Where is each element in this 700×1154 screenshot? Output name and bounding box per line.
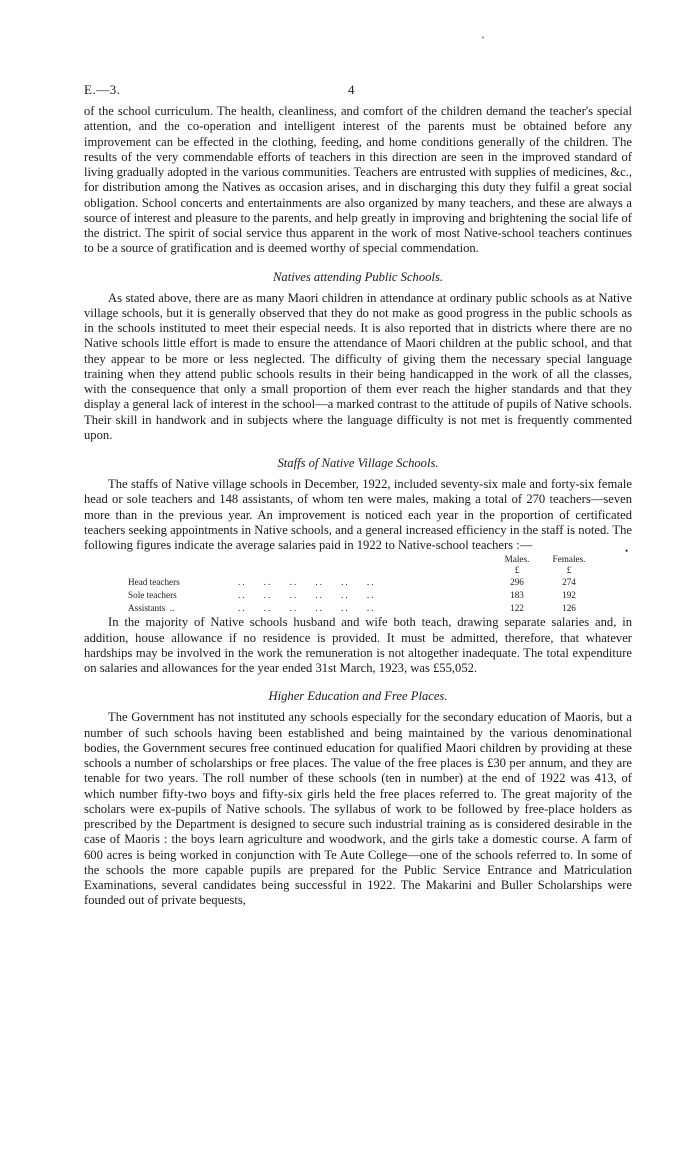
- salary-females-cell: 274: [562, 577, 576, 588]
- salary-males-cell: 296: [510, 577, 524, 588]
- row-label: Head teachers: [128, 577, 180, 588]
- body-paragraph: of the school curriculum. The health, cleanliness, and comfort of the children demand the teacher's special attention, and the co-operation and intelligent interest of the parents must be obtained before any improvement can be effected in the clothing, feeding, and home conditions generally of the children. The results of the very commendable efforts of teachers in this direction are seen in the improved standard of living gradually adopted in the various communities. Teachers are entrusted with supplies of medicines, &c., for distribution among the Natives as occasion arises, and in discharging this duty they fulfil a great social obligation. School concerts and entertainments are also organized by many teachers, and these are always a source of interest and pleasure to the parents, and help greatly in improving and brightening the social life of the district. The spirit of social service thus apparent in the work of most Native-school teachers continues to be a source of gratification and is deemed worthy of special commendation.: [84, 104, 632, 256]
- column-header-females: Females.: [552, 554, 586, 565]
- body-paragraph: In the majority of Native schools husband and wife both teach, drawing separate salaries and, in addition, house allowance if no residence is provided. It must be admitted, therefore, that whatever hardships may be involved in the work the remuneration is not altogether inadequate. The total expenditure on salaries and allowances for the year ended 31st March, 1923, was £55,052.: [84, 615, 632, 675]
- scan-mark: ˋ: [481, 34, 485, 48]
- leader-dots: .. .. .. .. .. ..: [238, 590, 376, 601]
- document-body: [84, 104, 632, 909]
- table-row: [128, 576, 632, 588]
- document-reference: E.—3.: [84, 82, 121, 97]
- scan-speck: •: [625, 546, 629, 556]
- section-heading: Natives attending Public Schools.: [273, 269, 443, 284]
- currency-unit: £: [566, 565, 572, 576]
- leader-dots: .. .. .. .. .. ..: [238, 603, 376, 614]
- salary-males-cell: 183: [510, 590, 524, 601]
- section-heading: Higher Education and Free Places.: [268, 689, 448, 704]
- section-heading: Staffs of Native Village Schools.: [277, 456, 439, 470]
- salary-females-cell: 192: [562, 590, 576, 601]
- page-number: 4: [348, 82, 355, 97]
- body-paragraph: The Government has not instituted any schools especially for the secondary education of Maoris, but a number of such schools having been established and being maintained by the various denominational bodies, the Government secures free continued education for qualified Maori children by providing at these schools a number of scholarships or free places. The value of the free places is £30 per annum, and they are tenable for two years. The roll number of these schools (ten in number) at the end of 1922 was 413, of which number fifty-two boys and fifty-six girls held the free places referred to. The great majority of the scholars were ex-pupils of Native schools. The syllabus of work to be followed by free-place holders as prescribed by the Department is designed to secure such industrial training as is considered desirable in the case of Maoris : the boys learn agriculture and woodwork, and the girls take a domestic course. A farm of 600 acres is being worked in conjunction with Te Aute College—one of the schools referred to. In some of the schools the more capable pupils are prepared for the Public Service Entrance and Matriculation Examinations, several candidates being successful in 1922. The Makarini and Buller Scholarships were founded out of private bequests,: [84, 710, 632, 908]
- table-row: [128, 589, 632, 601]
- row-label: Sole teachers: [128, 590, 177, 601]
- body-paragraph: As stated above, there are as many Maori children in attendance at ordinary public schools as at Native village schools, but it is generally observed that they do not make as good progress in the public schools as in the schools instituted to meet their especial needs. It is also reported that in districts where there are no Native schools little effort is made to ensure the attendance of Maori children at the public school, and that they appear to be more or less neglected. The difficulty of giving them the necessary special language training when they attend public schools results in their being handicapped in the work of all the classes, with the consequence that only a small proportion of them ever reach the higher standards and that they display a general lack of interest in the school—a marked contrast to the attitude of pupils of Native schools. Their skill in handwork and in subjects where the language difficulty is not met is frequently commented upon.: [84, 290, 632, 442]
- leader-dots: .. .. .. .. .. ..: [238, 577, 376, 588]
- currency-unit: £: [514, 565, 520, 576]
- row-label: Assistants ..: [128, 603, 175, 614]
- body-paragraph: The staffs of Native village schools in December, 1922, included seventy-six male and forty-six female head or sole teachers and 148 assistants, of whom ten were males, making a total of 270 teachers—seven more than in the previous year. An improvement is noticed each year in the proportion of certificated teachers seeking appointments in Native schools, and a general increased efficiency in the staff is noted. The following figures indicate the average salaries paid in 1922 to Native-school teachers :—: [84, 477, 632, 552]
- page-header: [84, 82, 632, 104]
- salary-table: [84, 553, 632, 615]
- salary-females-cell: 126: [562, 603, 576, 614]
- table-row: [128, 602, 632, 614]
- salary-males-cell: 122: [510, 603, 524, 614]
- document-page: [84, 82, 632, 909]
- column-header-males: Males.: [504, 554, 530, 565]
